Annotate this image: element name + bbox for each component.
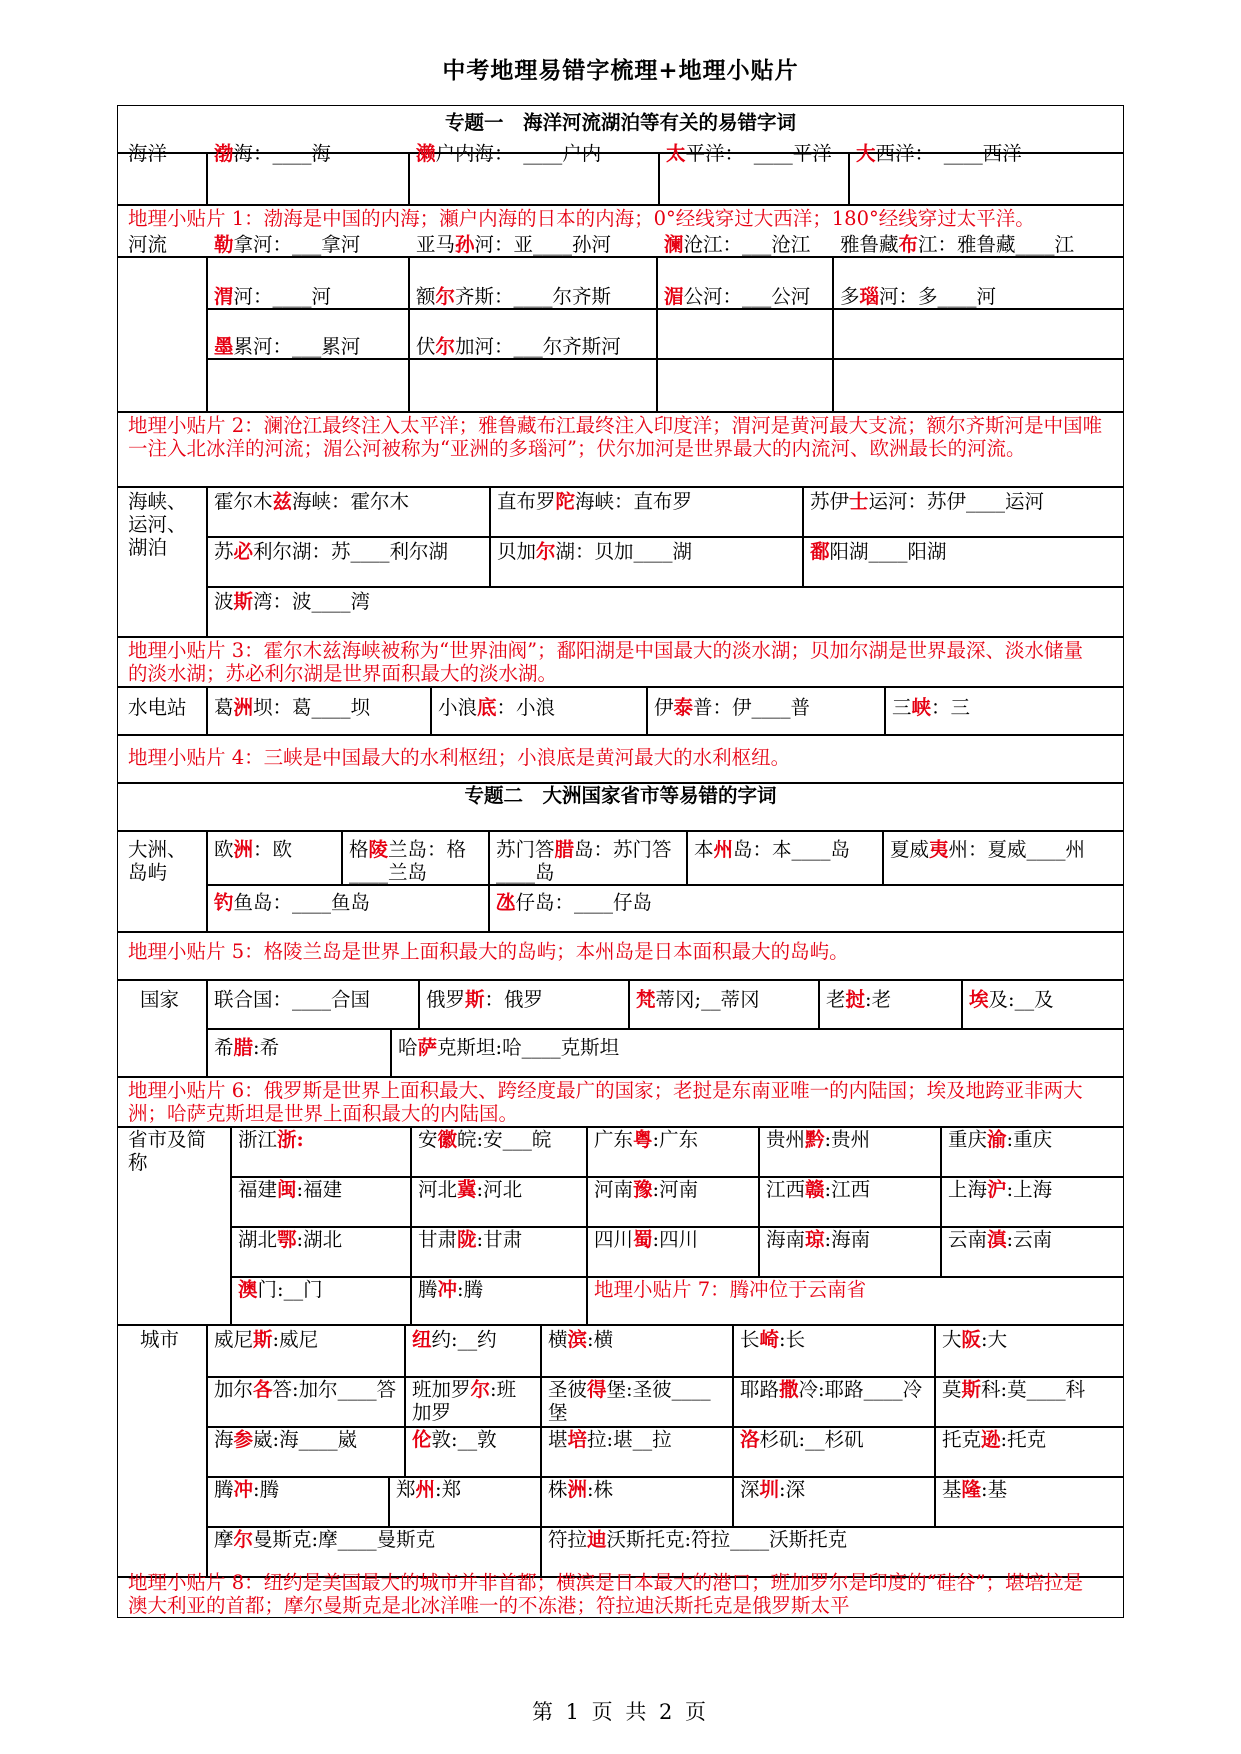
strait-item: 鄱阳湖____阳湖 bbox=[810, 540, 947, 563]
city-item: 班加罗尔:班加罗 bbox=[412, 1378, 517, 1424]
topic-1-header: 专题一 海洋河流湖泊等有关的易错字词 bbox=[444, 111, 796, 134]
city-item: 横滨:横 bbox=[548, 1328, 614, 1351]
province-item: 澳门:__门 bbox=[238, 1278, 323, 1301]
city-item: 基隆:基 bbox=[942, 1478, 1008, 1501]
city-item: 郑州:郑 bbox=[396, 1478, 462, 1501]
island-item: 钓鱼岛：____鱼岛 bbox=[214, 891, 371, 914]
geo-tip-1: 地理小贴片 1：渤海是中国的内海；瀬户内海的日本的内海；0°经线穿过大西洋；180°经线穿过太平洋。 bbox=[128, 207, 1035, 230]
province-item: 福建闽:福建 bbox=[238, 1178, 343, 1201]
category-river: 河流 bbox=[128, 233, 168, 256]
city-item: 洛杉矶:__杉矶 bbox=[740, 1428, 864, 1451]
country-item: 俄罗斯：俄罗 bbox=[426, 988, 544, 1011]
geo-tip-8: 地理小贴片 8：纽约是美国最大的城市并非首都；横滨是日本最大的港口；班加罗尔是印度的“硅谷”；堪培拉是澳大利亚的首都；摩尔曼斯克是北冰洋唯一的不冻港；符拉迪沃斯托克是俄罗斯太平 bbox=[128, 1571, 1084, 1617]
province-item: 重庆渝:重庆 bbox=[948, 1128, 1053, 1151]
island-item: 苏门答腊岛：苏门答____岛 bbox=[496, 838, 672, 884]
hydro-item: 伊泰普：伊____普 bbox=[654, 696, 811, 719]
city-item: 伦敦:__敦 bbox=[412, 1428, 497, 1451]
island-item: 氹仔岛：____仔岛 bbox=[496, 891, 653, 914]
category-city: 城市 bbox=[140, 1328, 180, 1351]
strait-item: 贝加尔湖：贝加____湖 bbox=[497, 540, 693, 563]
province-item: 安徽皖:安___皖 bbox=[418, 1128, 552, 1151]
geo-tip-5: 地理小贴片 5：格陵兰岛是世界上面积最大的岛屿；本州岛是日本面积最大的岛屿。 bbox=[128, 940, 849, 963]
geo-tip-3: 地理小贴片 3：霍尔木兹海峡被称为“世界油阀”；鄱阳湖是中国最大的淡水湖；贝加尔湖是世界最深、淡水储量的淡水湖；苏必利尔湖是世界面积最大的淡水湖。 bbox=[128, 639, 1084, 685]
ocean-item: 渤海：____海 bbox=[214, 142, 332, 165]
country-item: 联合国：____合国 bbox=[214, 988, 371, 1011]
province-item: 腾冲:腾 bbox=[418, 1278, 484, 1301]
city-item: 腾冲:腾 bbox=[214, 1478, 280, 1501]
city-item: 海参崴:海____崴 bbox=[214, 1428, 358, 1451]
city-item: 堪培拉:堪__拉 bbox=[548, 1428, 672, 1451]
island-item: 欧洲：欧 bbox=[214, 838, 293, 861]
geo-tip-6: 地理小贴片 6：俄罗斯是世界上面积最大、跨经度最广的国家；老挝是东南亚唯一的内陆国；埃及地跨亚非两大洲；哈萨克斯坦是世界上面积最大的内陆国。 bbox=[128, 1079, 1083, 1125]
river-item: 额尔齐斯：____尔齐斯 bbox=[416, 285, 612, 308]
category-strait: 海峡、运河、湖泊 bbox=[128, 490, 187, 559]
strait-item: 直布罗陀海峡：直布罗 bbox=[497, 490, 693, 513]
river-item: 伏尔加河：___尔齐斯河 bbox=[416, 335, 621, 358]
city-item: 大阪:大 bbox=[942, 1328, 1008, 1351]
province-item: 河南豫:河南 bbox=[594, 1178, 699, 1201]
geo-tip-7: 地理小贴片 7：腾冲位于云南省 bbox=[594, 1278, 867, 1301]
province-item: 河北冀:河北 bbox=[418, 1178, 523, 1201]
province-item: 江西赣:江西 bbox=[766, 1178, 871, 1201]
city-item: 纽约:__约 bbox=[412, 1328, 497, 1351]
strait-item: 苏必利尔湖：苏____利尔湖 bbox=[214, 540, 449, 563]
city-item: 摩尔曼斯克:摩____曼斯克 bbox=[214, 1528, 436, 1551]
island-item: 格陵兰岛：格____兰岛 bbox=[349, 838, 467, 884]
hydro-item: 三峡：三 bbox=[892, 696, 971, 719]
page-title: 中考地理易错字梳理+地理小贴片 bbox=[442, 57, 799, 84]
category-hydro: 水电站 bbox=[128, 696, 187, 719]
geo-tip-4: 地理小贴片 4：三峡是中国最大的水利枢纽；小浪底是黄河最大的水利枢纽。 bbox=[128, 746, 791, 769]
city-item: 莫斯科:莫____科 bbox=[942, 1378, 1086, 1401]
ocean-item: 太平洋： ____平洋 bbox=[666, 142, 832, 165]
strait-item: 苏伊士运河：苏伊____运河 bbox=[810, 490, 1045, 513]
country-item: 希腊:希 bbox=[214, 1036, 280, 1059]
province-item: 海南琼:海南 bbox=[766, 1228, 871, 1251]
river-item: 亚马孙河：亚____孙河 bbox=[416, 233, 612, 256]
ocean-item: 大西洋： ____西洋 bbox=[856, 142, 1022, 165]
city-item: 株洲:株 bbox=[548, 1478, 614, 1501]
island-item: 本州岛：本____岛 bbox=[694, 838, 851, 861]
category-country: 国家 bbox=[140, 988, 180, 1011]
country-item: 老挝:老 bbox=[826, 988, 892, 1011]
province-item: 云南滇:云南 bbox=[948, 1228, 1053, 1251]
river-item: 湄公河：___公河 bbox=[664, 285, 811, 308]
city-item: 加尔各答:加尔____答 bbox=[214, 1378, 397, 1401]
province-item: 贵州黔:贵州 bbox=[766, 1128, 871, 1151]
ocean-item: 濑户内海： ____户内 bbox=[416, 142, 602, 165]
country-item: 埃及:__及 bbox=[969, 988, 1054, 1011]
city-item: 威尼斯:威尼 bbox=[214, 1328, 319, 1351]
province-item: 四川蜀:四川 bbox=[594, 1228, 699, 1251]
city-item: 托克逊:托克 bbox=[942, 1428, 1047, 1451]
river-item: 澜沧江：___沧江 bbox=[664, 233, 811, 256]
river-item: 墨累河：___累河 bbox=[214, 335, 361, 358]
province-item: 湖北鄂:湖北 bbox=[238, 1228, 343, 1251]
country-item: 哈萨克斯坦:哈____克斯坦 bbox=[398, 1036, 620, 1059]
category-ocean: 海洋 bbox=[128, 142, 168, 165]
river-item: 渭河：____河 bbox=[214, 285, 332, 308]
province-item: 广东粤:广东 bbox=[594, 1128, 699, 1151]
river-item: 勒拿河：___拿河 bbox=[214, 233, 361, 256]
city-item: 长崎:长 bbox=[740, 1328, 806, 1351]
strait-item: 波斯湾：波____湾 bbox=[214, 590, 371, 613]
category-province: 省市及简称 bbox=[128, 1128, 207, 1174]
hydro-item: 小浪底：小浪 bbox=[438, 696, 556, 719]
country-item: 梵蒂冈;__蒂冈 bbox=[636, 988, 760, 1011]
page-number-footer: 第 1 页 共 2 页 bbox=[531, 1700, 710, 1724]
vocab-table bbox=[117, 105, 1124, 1618]
topic-2-header: 专题二 大洲国家省市等易错的字词 bbox=[464, 784, 777, 807]
city-item: 圣彼得堡:圣彼____堡 bbox=[548, 1378, 711, 1424]
category-continent: 大洲、岛屿 bbox=[128, 838, 187, 884]
province-item: 浙江浙: bbox=[238, 1128, 304, 1151]
river-item: 雅鲁藏布江：雅鲁藏____江 bbox=[840, 233, 1075, 256]
province-item: 上海沪:上海 bbox=[948, 1178, 1053, 1201]
geo-tip-2: 地理小贴片 2：澜沧江最终注入太平洋；雅鲁藏布江最终注入印度洋；渭河是黄河最大支流；额尔齐斯河是中国唯一注入北冰洋的河流；湄公河被称为“亚洲的多瑙河”；伏尔加河是世界最大的内流河、欧洲最长的河流。 bbox=[128, 414, 1103, 460]
city-item: 符拉迪沃斯托克:符拉____沃斯托克 bbox=[548, 1528, 848, 1551]
strait-item: 霍尔木兹海峡：霍尔木 bbox=[214, 490, 410, 513]
city-item: 耶路撒冷:耶路____冷 bbox=[740, 1378, 923, 1401]
island-item: 夏威夷州：夏威____州 bbox=[890, 838, 1086, 861]
province-item: 甘肃陇:甘肃 bbox=[418, 1228, 523, 1251]
city-item: 深圳:深 bbox=[740, 1478, 806, 1501]
hydro-item: 葛洲坝：葛____坝 bbox=[214, 696, 371, 719]
river-item: 多瑙河：多____河 bbox=[840, 285, 997, 308]
